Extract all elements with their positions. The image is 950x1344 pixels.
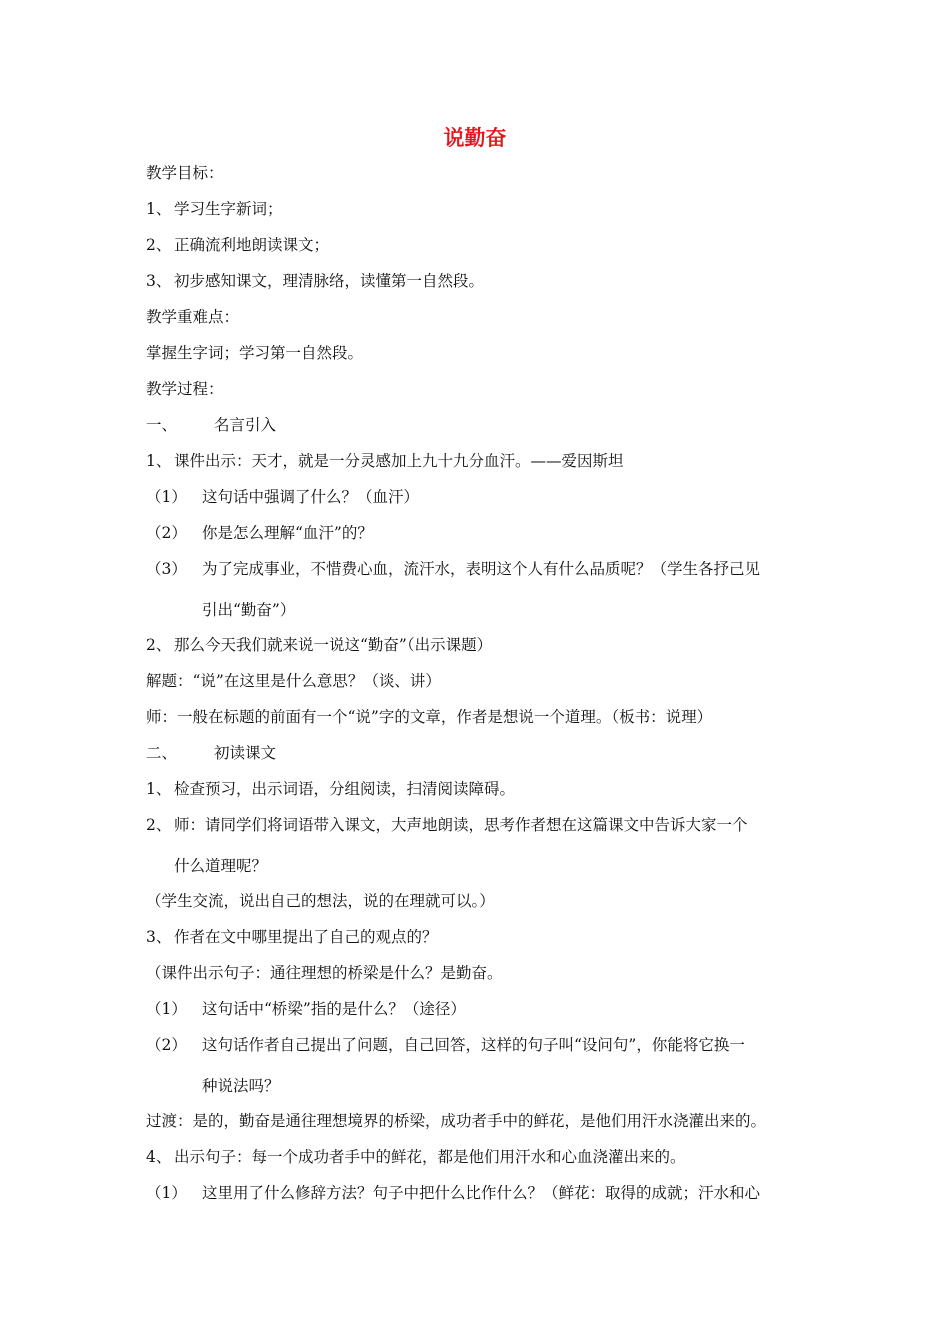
sub-list-item: （1） 这句话中“桥梁”指的是什么？（途径） xyxy=(146,1000,466,1018)
section-heading: 一、 名言引入 xyxy=(146,416,277,434)
paragraph: （课件出示句子：通往理想的桥梁是什么？是勤奋。 xyxy=(146,964,503,982)
list-item: 4、 出示句子：每一个成功者手中的鲜花，都是他们用汗水和心血浇灌出来的。 xyxy=(146,1148,686,1166)
paragraph: 过渡：是的，勤奋是通往理想境界的桥梁，成功者手中的鲜花，是他们用汗水浇灌出来的。 xyxy=(146,1112,767,1130)
objective-item: 1、 学习生字新词； xyxy=(146,200,283,218)
section-heading: 二、 初读课文 xyxy=(146,744,277,762)
heading-objectives: 教学目标： xyxy=(146,164,224,182)
continuation-line: 什么道理呢？ xyxy=(174,857,268,875)
sub-list-item: （1） 这里用了什么修辞方法？句子中把什么比作什么？（鲜花：取得的成就；汗水和心 xyxy=(146,1184,761,1202)
document-title: 说勤奋 xyxy=(443,126,507,150)
heading-key-points: 教学重难点： xyxy=(146,308,240,326)
sub-list-item: （2） 这句话作者自己提出了问题，自己回答，这样的句子叫“设问句”，你能将它换一 xyxy=(146,1036,745,1054)
objective-item: 2、 正确流利地朗读课文； xyxy=(146,236,330,254)
heading-process: 教学过程： xyxy=(146,380,224,398)
paragraph: 解题：“说”在这里是什么意思？（谈、讲） xyxy=(146,672,441,690)
continuation-line: 引出“勤奋”） xyxy=(202,601,296,619)
sub-list-item: （3） 为了完成事业，不惜费心血，流汗水，表明这个人有什么品质呢？（学生各抒己见 xyxy=(146,560,761,578)
list-item: 1、 课件出示：天才，就是一分灵感加上九十九分血汗。——爱因斯坦 xyxy=(146,452,624,470)
list-item: 3、 作者在文中哪里提出了自己的观点的？ xyxy=(146,928,438,946)
objective-item: 3、 初步感知课文，理清脉络，读懂第一自然段。 xyxy=(146,272,485,290)
list-item: 1、 检查预习，出示词语，分组阅读，扫清阅读障碍。 xyxy=(146,780,516,798)
paragraph: 掌握生字词；学习第一自然段。 xyxy=(146,344,364,362)
sub-list-item: （2） 你是怎么理解“血汗”的？ xyxy=(146,524,373,542)
continuation-line: 种说法吗？ xyxy=(202,1077,280,1095)
list-item: 2、 师：请同学们将词语带入课文，大声地朗读，思考作者想在这篇课文中告诉大家一个 xyxy=(146,816,748,834)
list-item: 2、 那么今天我们就来说一说这“勤奋”（出示课题） xyxy=(146,636,493,654)
paragraph: 师：一般在标题的前面有一个“说”字的文章，作者是想说一个道理。（板书：说理） xyxy=(146,708,713,726)
sub-list-item: （1） 这句话中强调了什么？（血汗） xyxy=(146,488,420,506)
paragraph: （学生交流，说出自己的想法，说的在理就可以。） xyxy=(146,892,495,910)
